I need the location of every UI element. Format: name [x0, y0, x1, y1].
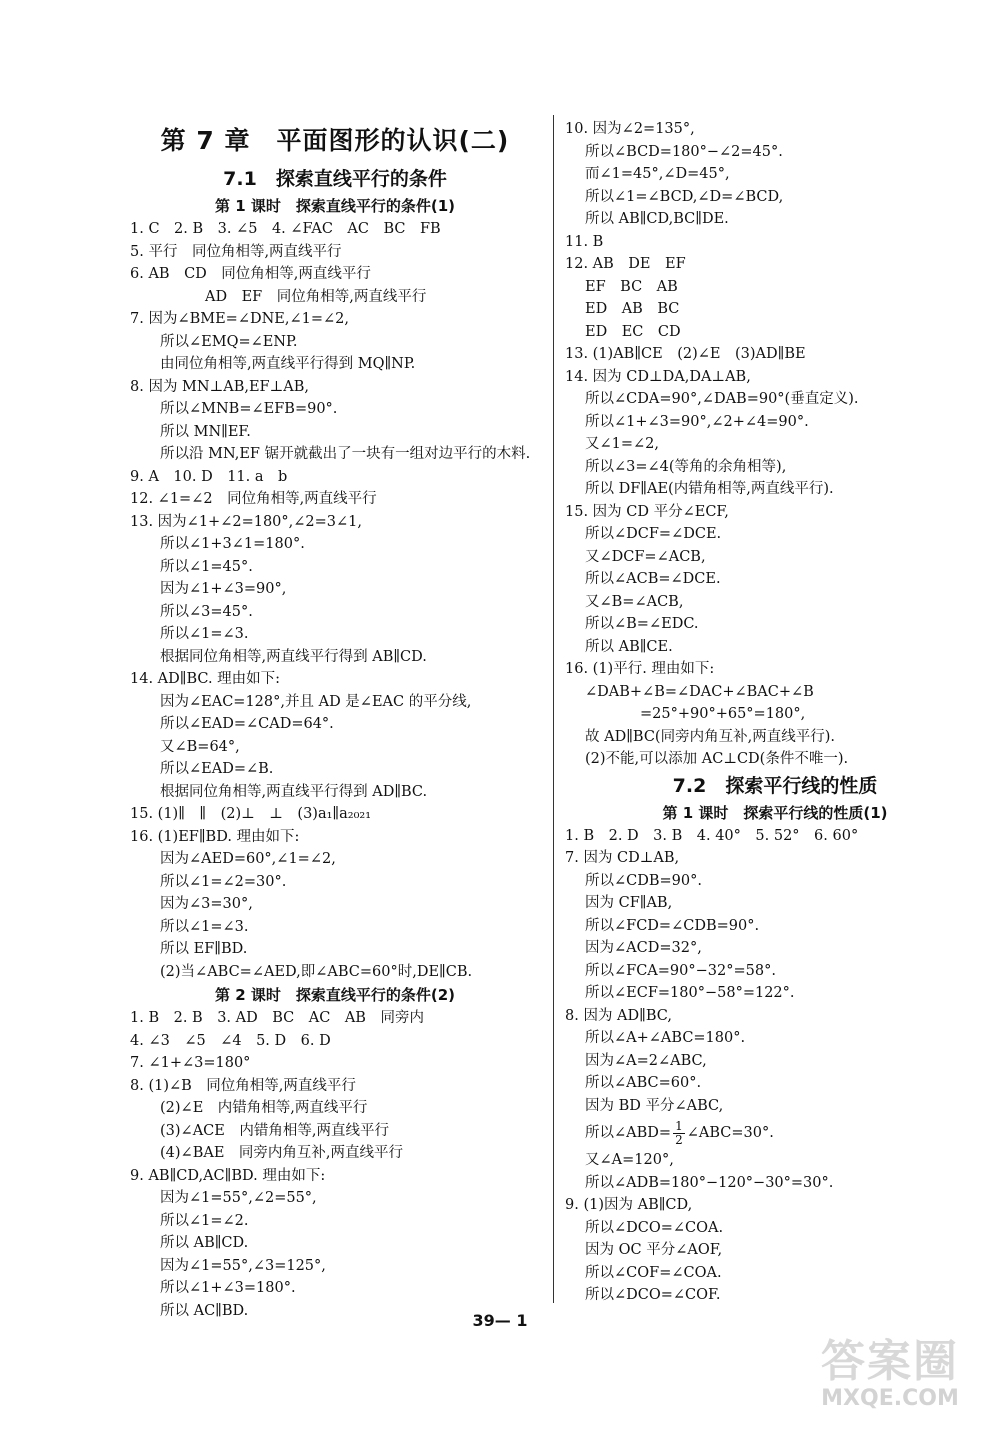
answer-line: 根据同位角相等,两直线平行得到 AB∥CD.	[160, 648, 427, 665]
watermark-logo	[800, 1338, 980, 1418]
answer-line: 所以∠CDA=90°,∠DAB=90°(垂直定义).	[585, 391, 859, 407]
lesson-answers-7-1-1	[130, 218, 540, 983]
answer-line: 所以∠1=45°.	[160, 558, 253, 575]
answer-line: 所以∠3=∠4(等角的余角相等),	[585, 458, 787, 475]
answer-line: 9. AB∥CD,AC∥BD. 理由如下:	[130, 1167, 326, 1184]
answer-line: 所以∠1=∠3.	[160, 918, 249, 935]
answer-line: 所以∠ACB=∠DCE.	[585, 571, 721, 587]
answer-line: 所以∠1=∠2=30°.	[160, 873, 287, 890]
answer-line: 所以∠FCA=90°−32°=58°.	[585, 962, 776, 979]
answer-line: 所以∠B=∠EDC.	[585, 616, 699, 632]
answer-line: (3)∠ACE 内错角相等,两直线平行	[160, 1122, 389, 1139]
answer-line: 所以∠MNB=∠EFB=90°.	[160, 401, 338, 417]
answer-line: 因为∠1+∠3=90°,	[160, 581, 287, 597]
answer-line: 所以∠DCO=∠COF.	[585, 1287, 721, 1303]
column-divider	[553, 115, 554, 1303]
answer-line: 因为∠1=55°,∠2=55°,	[160, 1190, 317, 1206]
answer-line: 故 AD∥BC(同旁内角互补,两直线平行).	[585, 728, 835, 745]
answer-line: 又∠B=∠ACB,	[585, 593, 684, 610]
answer-line: 14. 因为 CD⊥DA,DA⊥AB,	[565, 368, 751, 385]
answer-line: 所以∠1=∠2.	[160, 1212, 249, 1229]
answer-line: 因为 CF∥AB,	[585, 895, 673, 911]
answer-line: 5. 平行 同位角相等,两直线平行	[130, 243, 342, 260]
answer-line: (4)∠BAE 同旁内角互补,两直线平行	[160, 1145, 404, 1161]
answer-line: 9. (1)因为 AB∥CD,	[565, 1197, 693, 1213]
answer-line: 又∠B=64°,	[160, 738, 240, 755]
answer-line: 所以∠BCD=180°−∠2=45°.	[585, 143, 783, 160]
answer-line: 8. (1)∠B 同位角相等,两直线平行	[130, 1077, 356, 1094]
fraction-pre: 所以∠ABD=	[585, 1125, 672, 1141]
answer-line: 所以∠EAD=∠B.	[160, 761, 274, 777]
answer-line: 所以 DF∥AE(内错角相等,两直线平行).	[585, 481, 834, 497]
answer-line: 1. B 2. B 3. AD BC AC AB 同旁内	[130, 1010, 424, 1026]
answer-line: 16. (1)EF∥BD. 理由如下:	[130, 828, 300, 845]
answer-line: 8. 因为 AD∥BC,	[565, 1007, 672, 1024]
answer-line: 7. 因为 CD⊥AB,	[565, 850, 680, 866]
answer-line: 所以∠ABC=60°.	[585, 1075, 702, 1091]
answer-line: 1. C 2. B 3. ∠5 4. ∠FAC AC BC FB	[130, 221, 441, 237]
answer-line: 12. AB DE EF	[565, 256, 686, 272]
section-title-7-2: 7.2 探索平行线的性质	[672, 774, 878, 797]
fraction-line	[565, 1117, 985, 1149]
answer-line: 所以∠ECF=180°−58°=122°.	[585, 985, 795, 1001]
answer-line: 因为∠3=30°,	[160, 896, 253, 912]
fraction-numerator: 1	[675, 1118, 683, 1133]
answer-line: 因为∠A=2∠ABC,	[585, 1052, 707, 1069]
answer-line: 所以 AB∥CD,BC∥DE.	[585, 211, 729, 227]
fraction-post: ∠ABC=30°.	[686, 1125, 774, 1141]
answer-line: =25°+90°+65°=180°,	[640, 706, 806, 722]
fraction-one-half	[673, 1120, 685, 1147]
answer-line: 又∠A=120°,	[585, 1152, 674, 1168]
answer-line: 15. (1)∥ ∥ (2)⊥ ⊥ (3)a₁∥a₂₀₂₁	[130, 806, 372, 822]
answer-line: 因为 OC 平分∠AOF,	[585, 1242, 723, 1258]
answer-line: 因为∠ACD=32°,	[585, 940, 702, 956]
answer-line: 因为∠EAC=128°,并且 AD 是∠EAC 的平分线,	[160, 693, 472, 710]
answer-line: 所以∠A+∠ABC=180°.	[585, 1030, 746, 1046]
chapter-title: 第 7 章 平面图形的认识(二)	[160, 126, 510, 155]
answer-line: 由同位角相等,两直线平行得到 MQ∥NP.	[160, 356, 416, 372]
answer-line: 7. 因为∠BME=∠DNE,∠1=∠2,	[130, 311, 349, 327]
answer-line: (2)当∠ABC=∠AED,即∠ABC=60°时,DE∥CB.	[160, 963, 473, 980]
answer-line: (2)∠E 内错角相等,两直线平行	[160, 1100, 368, 1116]
answer-line: 所以∠1+∠3=180°.	[160, 1280, 296, 1296]
answer-line: (2)不能,可以添加 AC⊥CD(条件不唯一).	[585, 751, 849, 767]
answer-line: 而∠1=45°,∠D=45°,	[585, 166, 730, 182]
answer-line: AD EF 同位角相等,两直线平行	[205, 288, 427, 305]
section-title-7-1: 7.1 探索直线平行的条件	[223, 168, 447, 190]
answer-line: 所以∠COF=∠COA.	[585, 1264, 722, 1281]
answer-line: 7. ∠1+∠3=180°	[130, 1055, 251, 1071]
answer-line: 12. ∠1=∠2 同位角相等,两直线平行	[130, 491, 377, 507]
lesson-answers-7-2-1-cont	[565, 1149, 985, 1307]
answer-line: ∠DAB+∠B=∠DAC+∠BAC+∠B	[585, 683, 814, 700]
answer-line: 所以∠EAD=∠CAD=64°.	[160, 716, 334, 732]
answer-line: 13. (1)AB∥CE (2)∠E (3)AD∥BE	[565, 346, 806, 362]
answer-line: 因为∠1=55°,∠3=125°,	[160, 1257, 326, 1274]
answer-line: 16. (1)平行. 理由如下:	[565, 661, 715, 677]
right-column	[565, 118, 985, 1307]
answer-line: 所以∠3=45°.	[160, 603, 253, 620]
answer-line: 14. AD∥BC. 理由如下:	[130, 671, 281, 687]
watermark-url: MXQE.COM	[821, 1386, 959, 1411]
answer-line: 所以∠FCD=∠CDB=90°.	[585, 917, 760, 934]
answer-line: EF BC AB	[585, 278, 678, 295]
answer-line: 又∠1=∠2,	[585, 436, 660, 452]
answer-line: ED EC CD	[585, 323, 681, 340]
answer-line: 所以∠1=∠3.	[160, 626, 249, 642]
answer-line: 所以∠1+∠3=90°,∠2+∠4=90°.	[585, 413, 809, 430]
answer-line: ED AB BC	[585, 301, 680, 317]
answer-line: 所以 AB∥CD.	[160, 1235, 249, 1251]
answers-continued	[565, 118, 985, 771]
answer-line: 又∠DCF=∠ACB,	[585, 548, 706, 565]
answer-line: 所以 AC∥BD.	[160, 1302, 249, 1319]
answer-line: 根据同位角相等,两直线平行得到 AD∥BC.	[160, 783, 428, 800]
lesson-answers-7-1-2	[130, 1007, 540, 1322]
lesson-title-7-1-1: 第 1 课时 探索直线平行的条件(1)	[214, 197, 456, 215]
answer-line: 所以沿 MN,EF 锯开就截出了一块有一组对边平行的木料.	[160, 446, 531, 462]
answer-line: 8. 因为 MN⊥AB,EF⊥AB,	[130, 378, 309, 395]
page-number: 39— 1	[472, 1311, 528, 1330]
answer-line: 所以∠1=∠BCD,∠D=∠BCD,	[585, 188, 784, 205]
answer-line: 4. ∠3 ∠5 ∠4 5. D 6. D	[130, 1032, 331, 1049]
answer-line: 1. B 2. D 3. B 4. 40° 5. 52° 6. 60°	[565, 827, 859, 844]
answer-line: 所以∠1+3∠1=180°.	[160, 536, 305, 552]
answer-line: 13. 因为∠1+∠2=180°,∠2=3∠1,	[130, 513, 362, 530]
answer-line: 9. A 10. D 11. a b	[130, 468, 288, 485]
answer-line: 所以∠EMQ=∠ENP.	[160, 333, 298, 350]
answer-line: 因为∠AED=60°,∠1=∠2,	[160, 851, 336, 867]
answer-line: 因为 BD 平分∠ABC,	[585, 1097, 724, 1114]
left-column	[130, 118, 540, 1322]
answer-line: 所以 EF∥BD.	[160, 941, 248, 957]
answer-line: 所以 MN∥EF.	[160, 423, 251, 440]
answer-line: 11. B	[565, 233, 604, 250]
lesson-answers-7-2-1	[565, 825, 985, 1118]
answer-line: 15. 因为 CD 平分∠ECF,	[565, 503, 729, 520]
answer-line: 所以∠DCO=∠COA.	[585, 1219, 724, 1236]
fraction-denominator: 2	[675, 1132, 683, 1147]
answer-line: 所以∠DCF=∠DCE.	[585, 526, 722, 542]
answer-line: 6. AB CD 同位角相等,两直线平行	[130, 266, 371, 282]
lesson-title-7-1-2: 第 2 课时 探索直线平行的条件(2)	[214, 986, 456, 1004]
answer-line: 所以∠ADB=180°−120°−30°=30°.	[585, 1174, 834, 1191]
answer-line: 所以∠CDB=90°.	[585, 872, 702, 889]
answer-line: 所以 AB∥CE.	[585, 638, 673, 655]
watermark-mark: 答案圈	[821, 1336, 959, 1387]
answer-line: 10. 因为∠2=135°,	[565, 121, 695, 137]
lesson-title-7-2-1: 第 1 课时 探索平行线的性质(1)	[662, 803, 888, 822]
